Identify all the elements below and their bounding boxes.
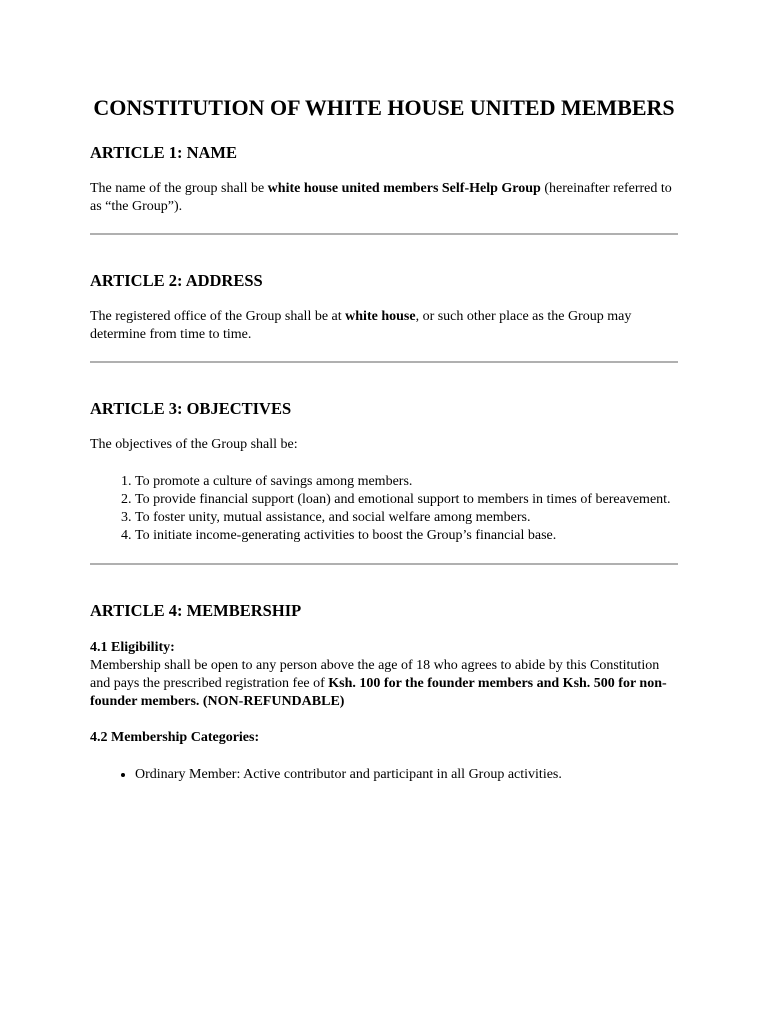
article-2-text — [90, 308, 678, 344]
divider — [90, 361, 678, 363]
objectives-list — [90, 473, 678, 545]
article-4-heading: ARTICLE 4: MEMBERSHIP — [90, 601, 302, 620]
article-1-text-start: The name of the group shall be — [90, 181, 268, 196]
article-1-text — [90, 180, 678, 216]
article-2 — [90, 271, 678, 344]
office-location: white house — [345, 309, 416, 324]
list-item: 2. To provide financial support (loan) and emotional support to members in times of bereavement. — [135, 491, 678, 509]
objectives-intro: The objectives of the Group shall be: — [90, 437, 298, 452]
categories-list — [90, 766, 678, 784]
list-item: 1. To promote a culture of savings among members. — [135, 473, 678, 491]
eligibility-text — [90, 657, 678, 711]
article-1 — [90, 143, 678, 216]
categories-heading: 4.2 Membership Categories: — [90, 730, 260, 745]
list-item: • Ordinary Member: Active contributor and participant in all Group activities. — [135, 766, 678, 784]
article-1-heading: ARTICLE 1: NAME — [90, 143, 238, 162]
registration-fee: Ksh. 100 for the founder members and Ksh. 500 for non-founder members. (NON-REFUNDABLE) — [90, 676, 667, 709]
list-item: 3. To foster unity, mutual assistance, and social welfare among members. — [135, 509, 678, 527]
group-name: white house united members Self-Help Group — [267, 181, 541, 196]
divider — [90, 233, 678, 235]
document-title: CONSTITUTION OF WHITE HOUSE UNITED MEMBERS — [93, 95, 675, 120]
article-1-text-end: (hereinafter referred to as “the Group”). — [90, 181, 672, 214]
document-page — [90, 94, 678, 784]
eligibility-text-start: Membership shall be open to any person above the age of 18 who agrees to abide by this Constitution and pays the prescribed registration fee of — [90, 658, 660, 691]
article-3 — [90, 399, 678, 545]
divider — [90, 563, 678, 565]
article-3-heading: ARTICLE 3: OBJECTIVES — [90, 399, 292, 418]
article-4 — [90, 601, 678, 784]
article-2-text-end: , or such other place as the Group may determine from time to time. — [90, 309, 632, 342]
article-2-heading: ARTICLE 2: ADDRESS — [90, 271, 263, 290]
article-2-text-start: The registered office of the Group shall be at — [90, 309, 346, 324]
list-item: 4. To initiate income-generating activities to boost the Group’s financial base. — [135, 527, 678, 545]
eligibility-heading: 4.1 Eligibility: — [90, 640, 175, 655]
